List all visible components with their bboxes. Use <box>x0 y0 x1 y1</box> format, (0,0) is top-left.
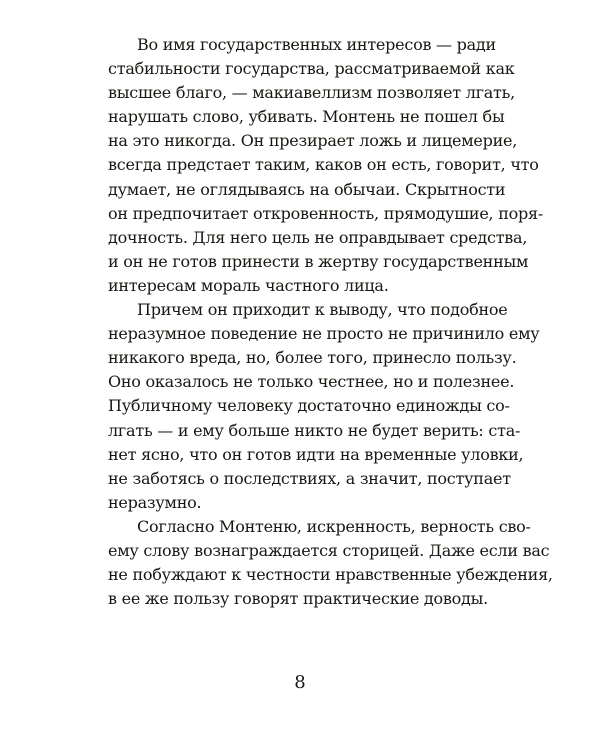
body-text <box>108 33 553 611</box>
text-line: и он не готов принести в жертву государственным <box>108 251 529 271</box>
text-line: не заботясь о последствиях, а значит, поступает <box>108 468 511 488</box>
page-number: 8 <box>294 672 306 693</box>
text-line: Причем он приходит к выводу, что подобное <box>137 300 508 320</box>
text-line: ему слову вознаграждается сторицей. Даже если вас <box>108 540 550 560</box>
text-line: Оно оказалось не только честнее, но и полезнее. <box>108 372 515 392</box>
text-line: нет ясно, что он готов идти на временные уловки, <box>108 444 524 464</box>
text-line: Публичному человеку достаточно единожды со- <box>108 396 510 416</box>
text-line: на это никогда. Он презирает ложь и лицемерие, <box>108 131 518 151</box>
text-line: Согласно Монтеню, искренность, верность сво- <box>137 516 531 536</box>
text-line: в ее же пользу говорят практические доводы. <box>108 589 488 609</box>
text-line: неразумно. <box>108 492 202 512</box>
text-line: дочность. Для него цель не оправдывает средства, <box>108 227 528 247</box>
text-line: Во имя государственных интересов — ради <box>137 35 496 54</box>
text-line: нарушать слово, убивать. Монтень не пошел бы <box>108 107 505 127</box>
text-line: неразумное поведение не просто не причинило ему <box>108 324 540 344</box>
text-line: думает, не оглядываясь на обычаи. Скрытности <box>108 179 506 199</box>
text-line: никакого вреда, но, более того, принесло пользу. <box>108 348 517 368</box>
text-line: высшее благо, — макиавеллизм позволяет лгать, <box>108 83 515 103</box>
text-line: не побуждают к честности нравственные убеждения, <box>108 565 553 585</box>
text-line: всегда предстает таким, каков он есть, говорит, что <box>108 155 539 175</box>
text-line: лгать — и ему больше никто не будет верить: ста- <box>108 420 521 440</box>
text-line: он предпочитает откровенность, прямодушие, поря- <box>108 203 543 223</box>
text-line: интересам мораль частного лица. <box>108 275 389 295</box>
text-line: стабильности государства, рассматриваемой как <box>108 59 515 79</box>
